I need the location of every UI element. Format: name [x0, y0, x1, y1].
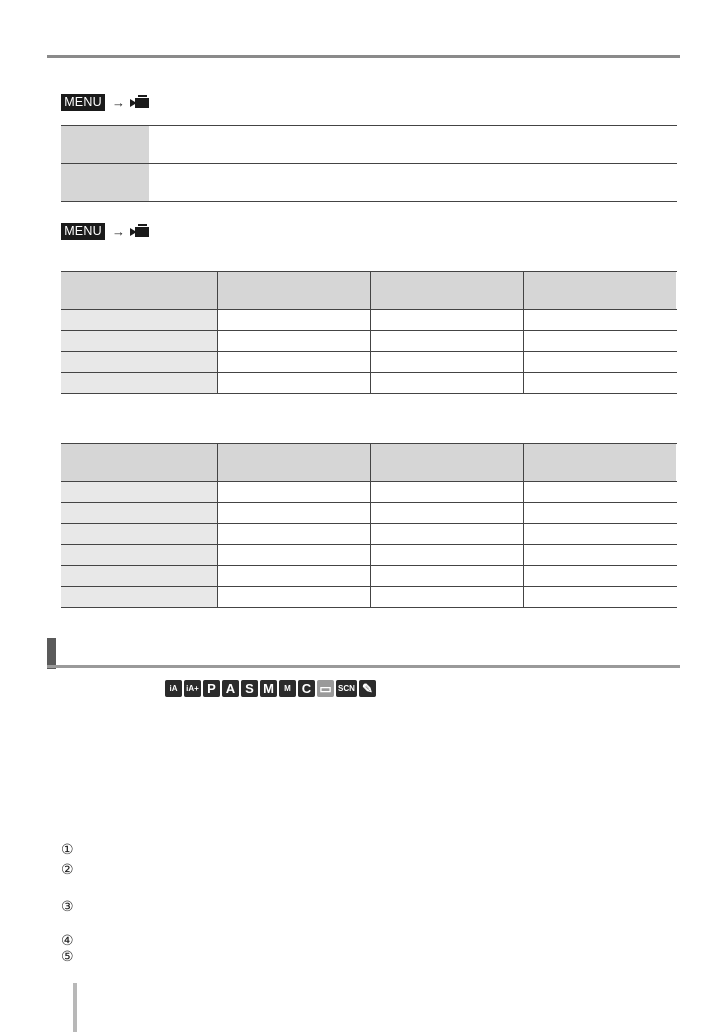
aperture-priority-icon: A	[222, 680, 239, 697]
panorama-mode-icon: ▭	[317, 680, 334, 697]
row-key-cell	[61, 126, 149, 163]
menu-badge: MENU	[61, 94, 105, 111]
movie-camera-icon	[129, 223, 151, 239]
grid-table-2	[61, 443, 677, 608]
creative-control-icon: ✎	[359, 680, 376, 697]
intelligent-auto-icon: iA	[165, 680, 182, 697]
arrow-icon: →	[112, 224, 125, 239]
table-row	[61, 545, 677, 566]
custom-mode-icon: C	[298, 680, 315, 697]
list-marker-2: ②	[61, 861, 74, 877]
mode-icons	[165, 680, 376, 697]
table-row	[61, 503, 677, 524]
table-row	[61, 352, 677, 373]
table-header-row	[61, 444, 677, 482]
program-mode-icon: P	[203, 680, 220, 697]
list-marker-5: ⑤	[61, 948, 74, 964]
table-row	[61, 482, 677, 503]
movie-camera-icon	[129, 94, 151, 110]
list-marker-3: ③	[61, 898, 74, 914]
list-marker-1: ①	[61, 841, 74, 857]
table-row	[61, 310, 677, 331]
intelligent-auto-plus-icon: iA+	[184, 680, 201, 697]
creative-video-mode-icon: M	[279, 680, 296, 697]
manual-mode-icon: M	[260, 680, 277, 697]
table-row	[61, 164, 677, 202]
list-marker-4: ④	[61, 932, 74, 948]
table-row	[61, 331, 677, 352]
table-row	[61, 587, 677, 608]
scene-guide-icon: SCN	[336, 680, 357, 697]
table-row	[61, 566, 677, 587]
shutter-priority-icon: S	[241, 680, 258, 697]
section-rule	[47, 665, 680, 668]
grid-table-1	[61, 271, 677, 394]
settings-table	[61, 125, 677, 202]
table-row	[61, 524, 677, 545]
table-row	[61, 373, 677, 394]
table-header-row	[61, 272, 677, 310]
top-rule	[47, 55, 680, 58]
row-key-cell	[61, 164, 149, 201]
menu-badge: MENU	[61, 223, 105, 240]
table-row	[61, 126, 677, 164]
page-margin-bar	[73, 983, 77, 1032]
arrow-icon: →	[112, 95, 125, 110]
